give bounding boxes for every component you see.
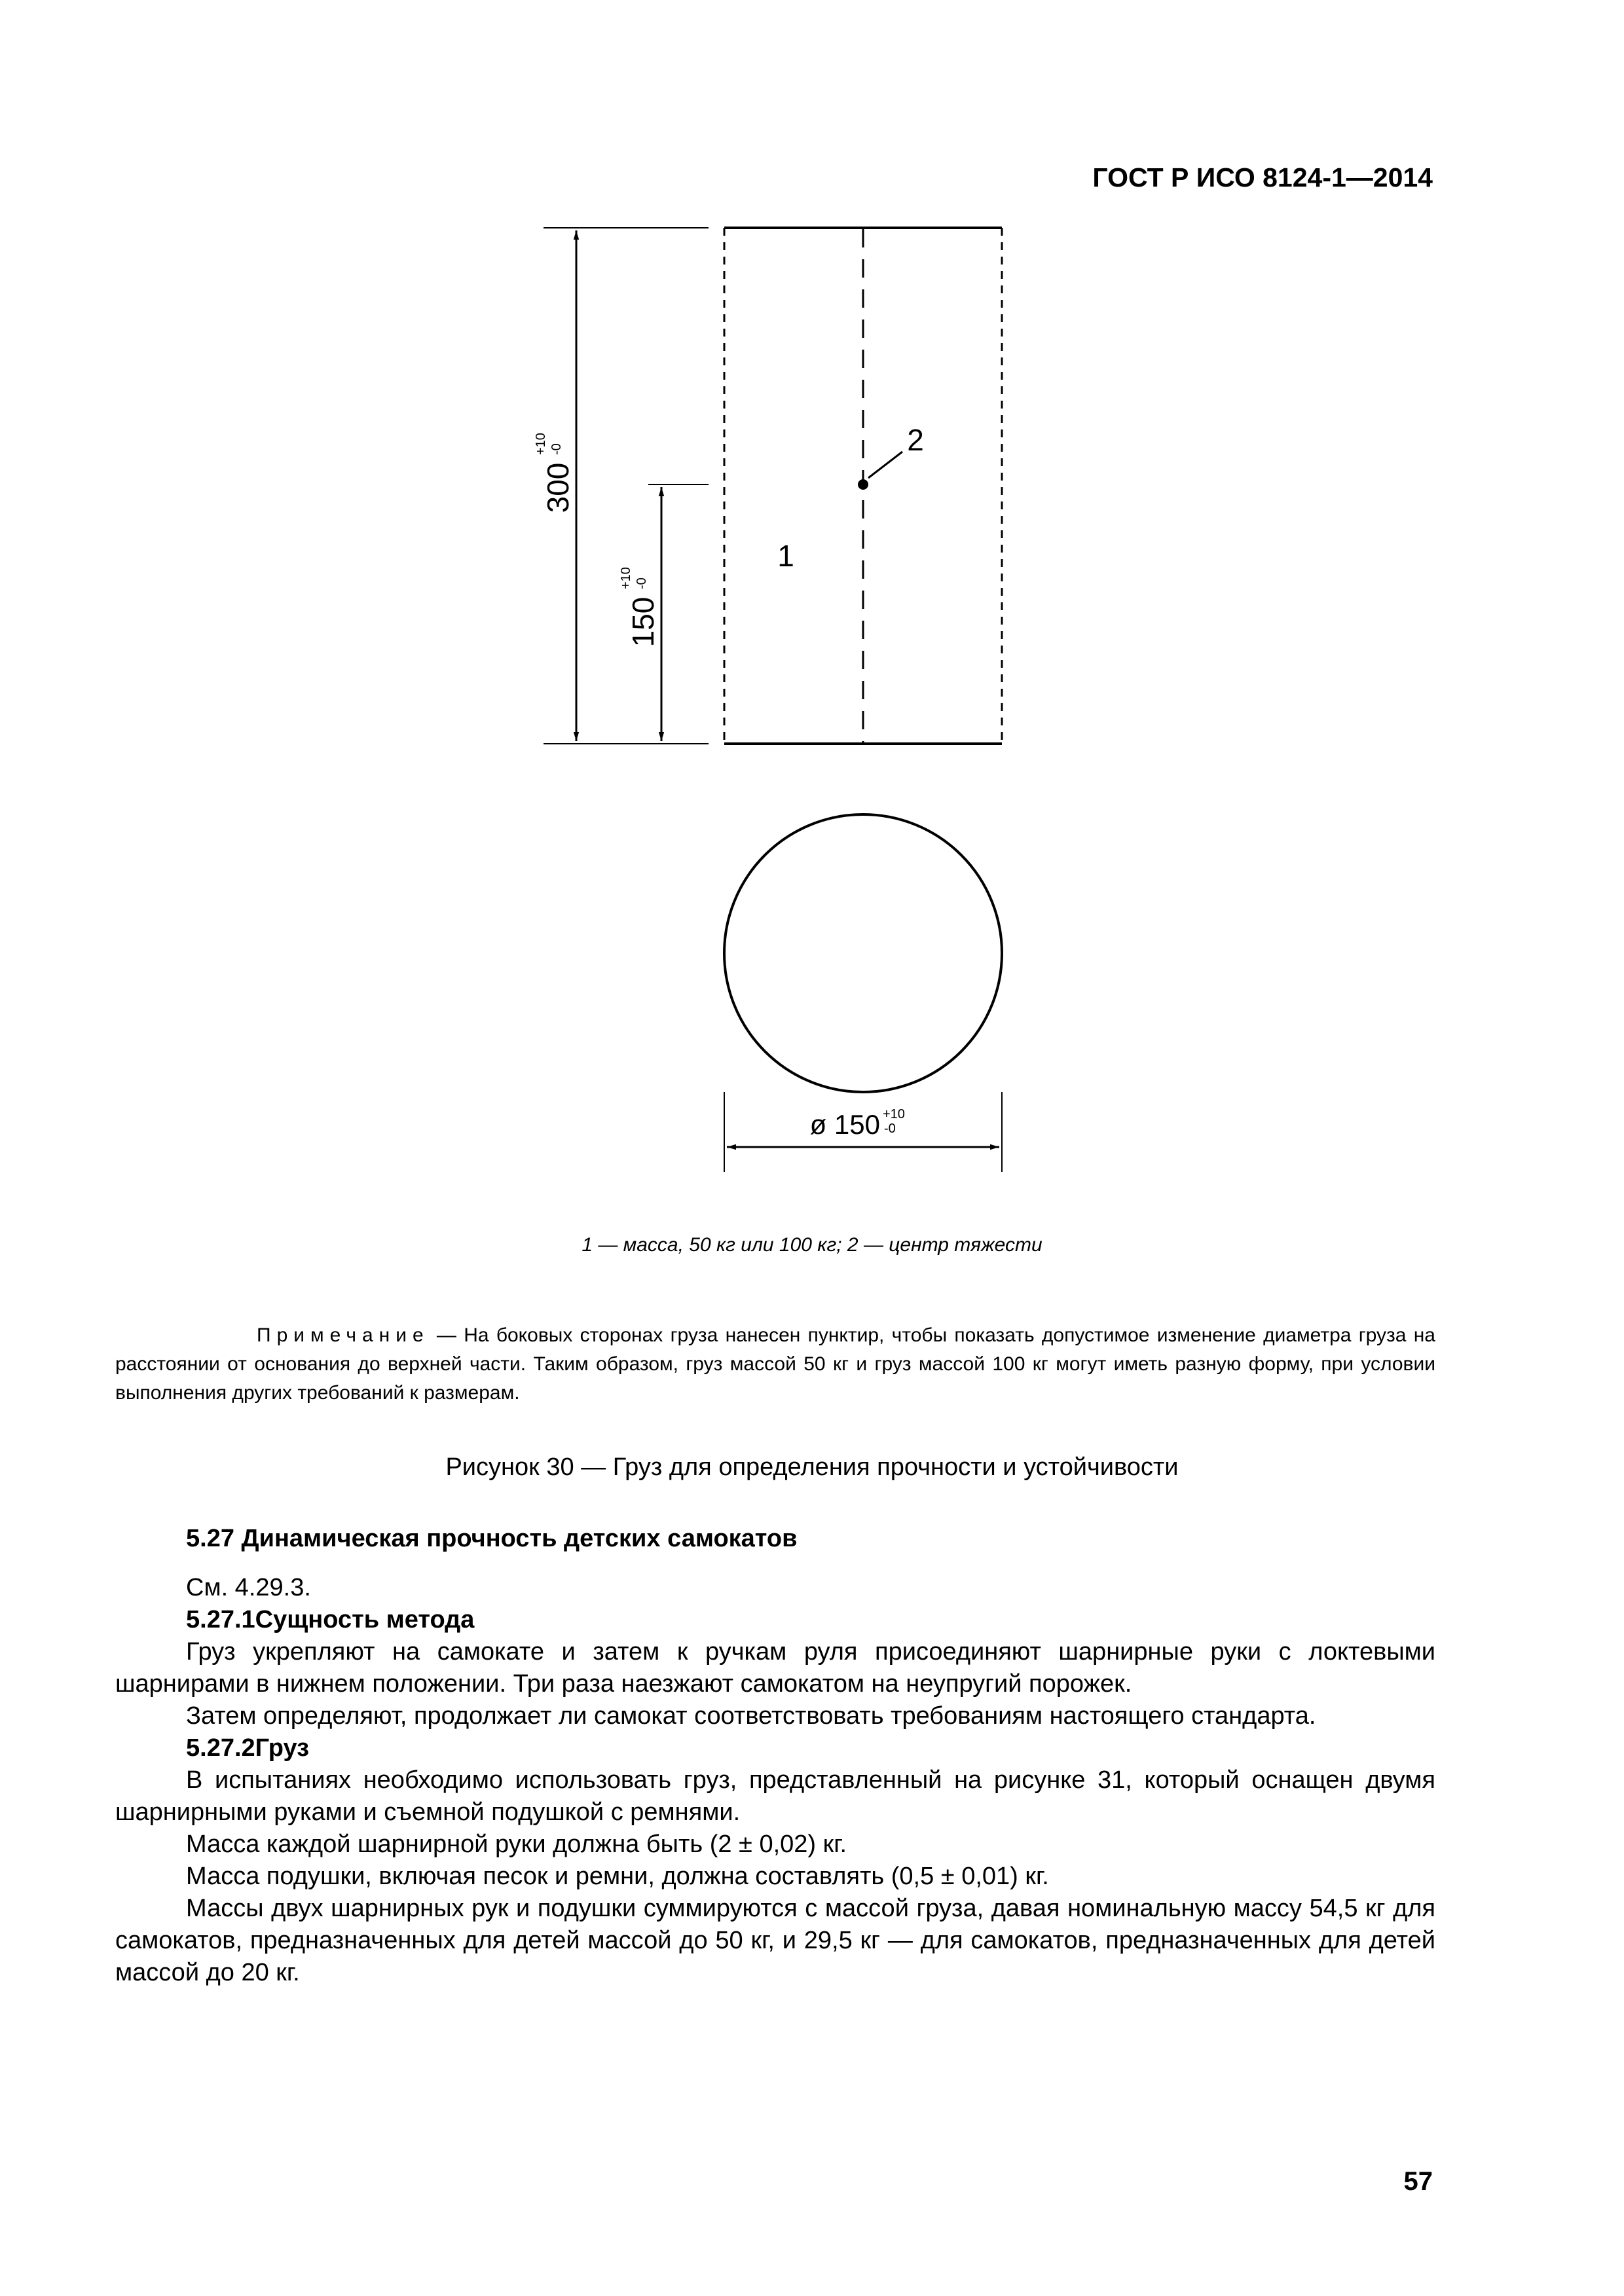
note-lead: Примечание <box>257 1324 430 1346</box>
paragraph: Масса каждой шарнирной руки должна быть (2 ± 0,02) кг. <box>186 1831 847 1858</box>
svg-text:-0: -0 <box>635 577 649 589</box>
paragraph: Груз укрепляют на самокате и затем к ручкам руля присоединяют шарнирные руки с локтевыми шарнирами в нижнем положении. Три раза наезжают самокатом на неупругий порожек. <box>115 1638 1435 1698</box>
note-text: — На боковых сторонах груза нанесен пунктир, чтобы показать допустимое изменение диаметра груза на расстоянии от основания до верхней части. Таким образом, груз массой 50 кг и груз массой 100 кг могут иметь разную форму, при условии выполнения других требований к размерам. <box>115 1324 1435 1404</box>
paragraph: Затем определяют, продолжает ли самокат соответствовать требованиям настоящего стандарта. <box>186 1702 1316 1730</box>
subsection-heading-5-27-2: 5.27.2Груз <box>186 1734 309 1762</box>
diameter-dimension-label <box>810 1107 905 1140</box>
cylinder-top-view <box>724 814 1002 1092</box>
svg-text:+10: +10 <box>619 567 633 589</box>
paragraph: Массы двух шарнирных рук и подушки суммируются с массой груза, давая номинальную массу 54,5 кг для самокатов, предназначенных для детей массой до 50 кг, и 29,5 кг — для самокатов, предназначенных для детей массой до 20 кг. <box>115 1895 1435 1986</box>
figure-note <box>115 1321 1435 1408</box>
section-reference: См. 4.29.3. <box>186 1574 311 1601</box>
svg-text:+10: +10 <box>883 1107 905 1121</box>
svg-text:+10: +10 <box>534 433 548 455</box>
cg-leader-line <box>868 452 902 478</box>
section-heading: 5.27 Динамическая прочность детских самокатов <box>186 1525 798 1552</box>
paragraph: Масса подушки, включая песок и ремни, должна составлять (0,5 ± 0,01) кг. <box>186 1863 1049 1890</box>
svg-text:ø 150: ø 150 <box>809 1109 880 1140</box>
height-dimension-label <box>534 433 575 513</box>
svg-text:-0: -0 <box>884 1121 896 1136</box>
svg-text:-0: -0 <box>549 443 564 455</box>
figure-legend: 1 — масса, 50 кг или 100 кг; 2 — центр тяжести <box>581 1234 1043 1256</box>
subsection-heading-5-27-1: 5.27.1Сущность метода <box>186 1606 475 1633</box>
svg-text:300: 300 <box>541 462 575 513</box>
center-of-gravity-point <box>858 479 868 490</box>
mass-label: 1 <box>777 539 794 573</box>
cg-dimension-label <box>619 567 660 647</box>
cg-label: 2 <box>907 423 924 457</box>
paragraph: В испытаниях необходимо использовать груз, представленный на рисунке 31, который оснащен двумя шарнирными руками и съемной подушкой с ремнями. <box>115 1766 1435 1826</box>
figure-caption: Рисунок 30 — Груз для определения прочности и устойчивости <box>445 1453 1179 1481</box>
svg-text:150: 150 <box>626 596 660 647</box>
section-5-27 <box>115 1523 1435 1989</box>
page-number: 57 <box>1403 2167 1433 2196</box>
document-header: ГОСТ Р ИСО 8124-1—2014 <box>1092 162 1433 192</box>
